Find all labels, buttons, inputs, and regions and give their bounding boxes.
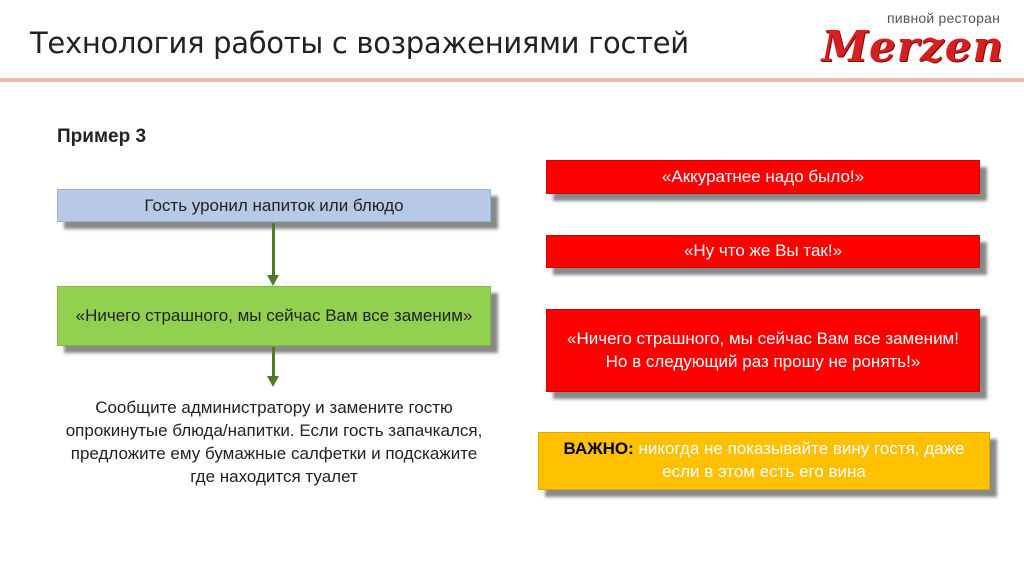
wrong-phrase-box (546, 160, 980, 194)
event-text: Гость уронил напиток или блюдо (144, 195, 404, 215)
event-box (57, 189, 491, 222)
correct-reply-text: «Ничего страшного, мы сейчас Вам все заменим» (75, 305, 473, 325)
instruction-text: Сообщите администратору и замените гостю опрокинутые блюда/напитки. Если гость запачкался, предложите ему бумажные салфетки и подскажите где находится туалет (65, 398, 483, 487)
flow-arrow-2-head (267, 376, 279, 387)
flow-arrow-1-line (272, 223, 275, 276)
wrong-phrase-text: «Ну что же Вы так!» (683, 241, 843, 261)
flow-arrow-1-head (267, 275, 279, 286)
important-text: никогда не показывайте вину гостя, даже если в этом есть его вина (633, 439, 965, 481)
example-label: Пример 3 (57, 126, 147, 147)
flow-arrow-2-line (272, 347, 275, 377)
wrong-phrase-text: «Аккуратнее надо было!» (661, 166, 865, 186)
logo-tagline: пивной ресторан (887, 10, 1000, 26)
important-note-box (538, 432, 990, 490)
correct-reply-box (57, 286, 491, 346)
important-note (549, 438, 979, 484)
brand-logo (780, 4, 1010, 70)
page-title: Технология работы с возражениями гостей (30, 26, 689, 60)
wrong-phrase-box (546, 309, 980, 392)
title-divider (0, 78, 1024, 82)
logo-wordmark: Merzen (821, 22, 1004, 71)
wrong-phrase-text: «Ничего страшного, мы сейчас Вам все заменим! Но в следующий раз прошу не ронять!» (567, 328, 959, 371)
wrong-phrase-box (546, 235, 980, 268)
important-label: ВАЖНО: (563, 439, 634, 459)
